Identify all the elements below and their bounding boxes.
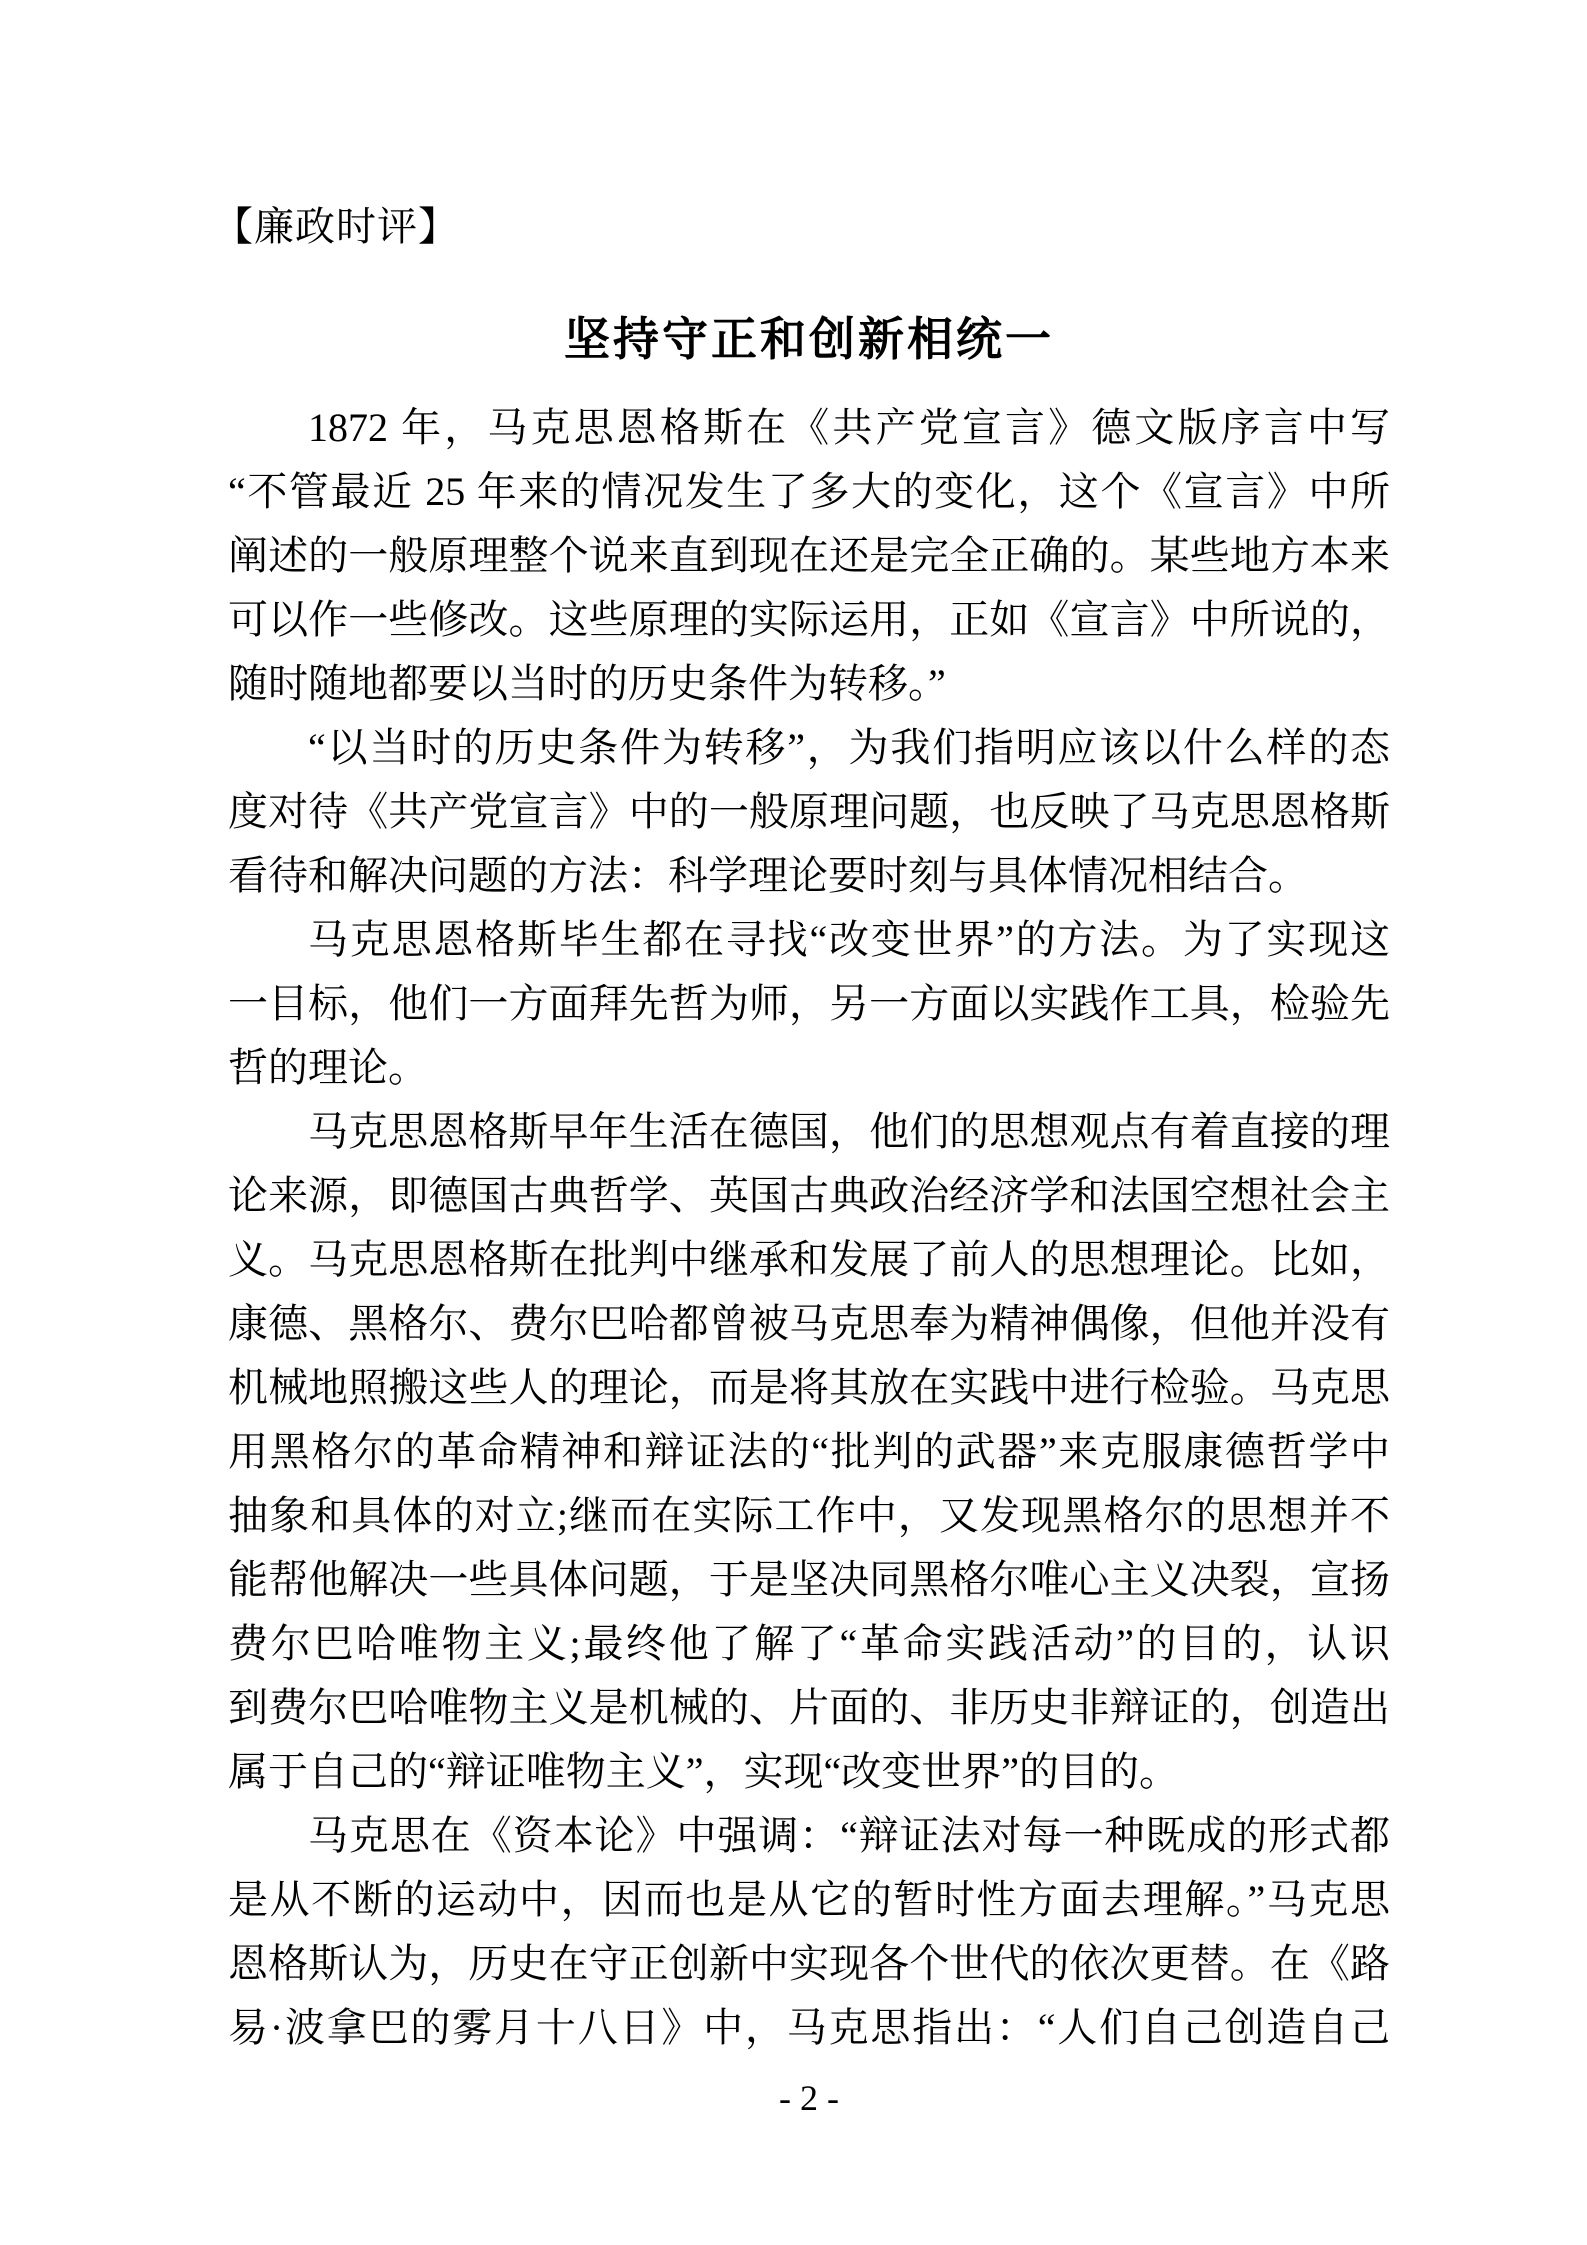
text-line: 恩格斯认为，历史在守正创新中实现各个世代的依次更替。在《路 (228, 1941, 1390, 1986)
text-line: 康德、黑格尔、费尔巴哈都曾被马克思奉为精神偶像，但他并没有 (228, 1301, 1390, 1346)
text-line: 费尔巴哈唯物主义;最终他了解了“革命实践活动”的目的，认识 (228, 1621, 1390, 1666)
text-line: 可以作一些修改。这些原理的实际运用，正如《宣言》中所说的， (228, 597, 1390, 642)
text-line: 度对待《共产党宣言》中的一般原理问题，也反映了马克思恩格斯 (228, 789, 1390, 834)
text-line: 一目标，他们一方面拜先哲为师，另一方面以实践作工具，检验先 (228, 981, 1390, 1026)
text-line: 到费尔巴哈唯物主义是机械的、片面的、非历史非辩证的，创造出 (228, 1685, 1390, 1730)
paragraph (228, 1804, 1390, 2060)
text-line: 机械地照搬这些人的理论，而是将其放在实践中进行检验。马克思 (228, 1365, 1390, 1410)
text-line: 能帮他解决一些具体问题，于是坚决同黑格尔唯心主义决裂，宣扬 (228, 1557, 1390, 1602)
text-line: “不管最近 25 年来的情况发生了多大的变化，这个《宣言》中所 (228, 469, 1390, 514)
section-header: 【廉政时评】 (213, 204, 459, 249)
text-line: 哲的理论。 (228, 1045, 428, 1090)
text-line: 易·波拿巴的雾月十八日》中，马克思指出：“人们自己创造自己 (228, 2005, 1390, 2050)
text-line: 1872 年，马克思恩格斯在《共产党宣言》德文版序言中写 (308, 405, 1390, 450)
text-line: 马克思恩格斯早年生活在德国，他们的思想观点有着直接的理 (308, 1109, 1390, 1154)
text-line: 阐述的一般原理整个说来直到现在还是完全正确的。某些地方本来 (228, 533, 1390, 578)
text-line: 义。马克思恩格斯在批判中继承和发展了前人的思想理论。比如， (228, 1237, 1390, 1282)
paragraph (228, 716, 1390, 908)
page-number: - 2 - (779, 2078, 839, 2118)
text-line: 随时随地都要以当时的历史条件为转移。” (228, 661, 946, 706)
text-line: 用黑格尔的革命精神和辩证法的“批判的武器”来克服康德哲学中 (228, 1429, 1390, 1474)
paragraph (228, 908, 1390, 1100)
paragraph (228, 1100, 1390, 1804)
document-body (228, 396, 1390, 2060)
text-line: 抽象和具体的对立;继而在实际工作中，又发现黑格尔的思想并不 (228, 1493, 1390, 1538)
text-line: 马克思在《资本论》中强调：“辩证法对每一种既成的形式都 (308, 1813, 1390, 1858)
text-line: “以当时的历史条件为转移”，为我们指明应该以什么样的态 (308, 725, 1390, 770)
text-line: 论来源，即德国古典哲学、英国古典政治经济学和法国空想社会主 (228, 1173, 1390, 1218)
text-line: 马克思恩格斯毕生都在寻找“改变世界”的方法。为了实现这 (308, 917, 1390, 962)
text-line: 是从不断的运动中，因而也是从它的暂时性方面去理解。”马克思 (228, 1877, 1390, 1922)
text-line: 看待和解决问题的方法：科学理论要时刻与具体情况相结合。 (228, 853, 1308, 898)
paragraph (228, 396, 1390, 716)
page-title: 坚持守正和创新相统一 (564, 314, 1054, 365)
text-line: 属于自己的“辩证唯物主义”，实现“改变世界”的目的。 (228, 1749, 1180, 1794)
